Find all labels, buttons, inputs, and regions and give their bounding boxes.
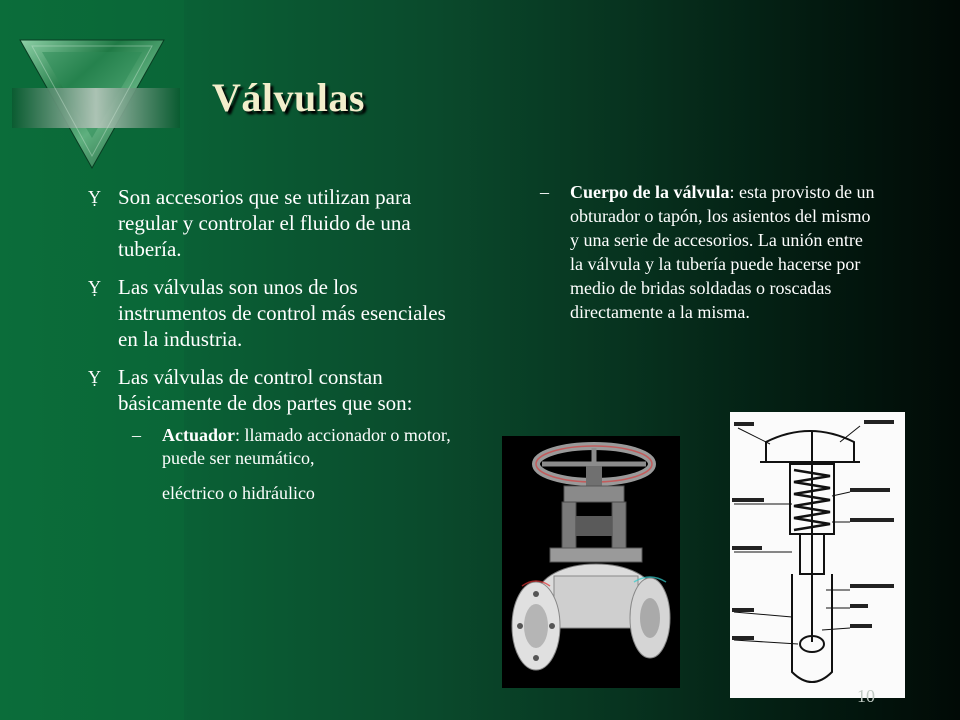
bullet-item: [88, 274, 468, 352]
bullet-list: [88, 184, 468, 505]
right-column: [540, 184, 880, 324]
sub-bullet-cuerpo: [540, 180, 880, 324]
Y-bullet-icon: Ỵ: [88, 187, 101, 207]
slide-title: Válvulas: [212, 75, 365, 120]
bullet-text: Son accesorios que se utilizan para regular y controlar el fluido de una tubería.: [118, 185, 412, 261]
page-number: 10: [857, 686, 875, 706]
sub-bullet-actuador: [132, 424, 468, 505]
actuador-text: : llamado accionador o motor, puede ser neumático,: [162, 425, 451, 468]
valve-diagram-image: [730, 412, 905, 698]
bullet-text: Las válvulas de control constan básicamente de dos partes que son:: [118, 365, 413, 415]
bullet-text: Las válvulas son unos de los instrumentos de control más esenciales en la industria.: [118, 275, 446, 351]
cuerpo-term: Cuerpo de la válvula: [570, 182, 730, 202]
cuerpo-text: : esta provisto de un obturador o tapón, los asientos del mismo y una serie de accesorios. La unión entre la válvula y la tubería puede hacerse por medio de bridas soldadas o roscadas directamente a la misma.: [570, 182, 875, 322]
Y-bullet-icon: Ỵ: [88, 367, 101, 387]
bullet-item: [88, 184, 468, 262]
actuador-text-2: eléctrico o hidráulico: [162, 483, 315, 503]
actuador-term: Actuador: [162, 425, 235, 445]
bullet-item: [88, 364, 468, 416]
valve-3d-image: [502, 436, 680, 688]
Y-bullet-icon: Ỵ: [88, 277, 101, 297]
dash-bullet-icon: –: [132, 425, 141, 445]
marble-triangle-logo-icon: [12, 38, 180, 174]
dash-bullet-icon: –: [540, 182, 549, 202]
